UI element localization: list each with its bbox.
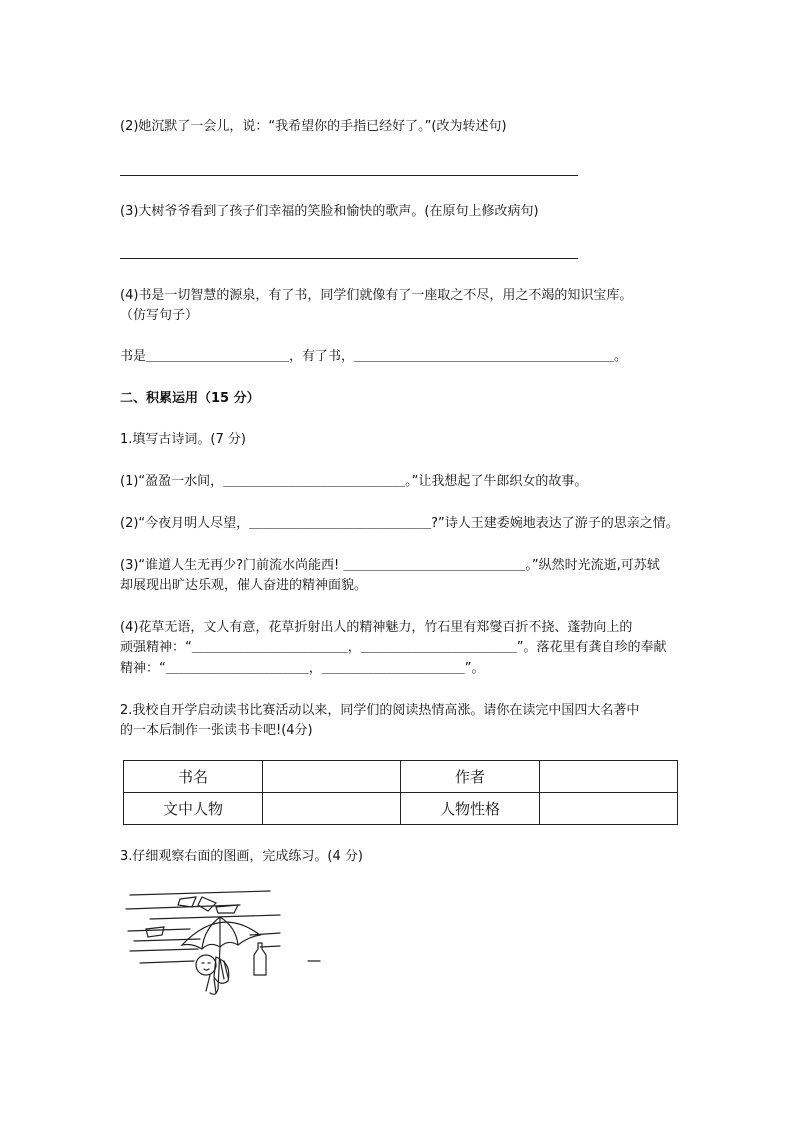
q4-fill-blank[interactable]: 书是＿＿＿＿＿＿＿＿＿＿＿，有了书，＿＿＿＿＿＿＿＿＿＿＿＿＿＿＿＿＿＿＿＿。 [120, 349, 628, 364]
author-label: 作者 [401, 761, 540, 793]
q4-text-line1: (4)书是一切智慧的源泉，有了书，同学们就像有了一座取之不尽，用之不竭的知识宝库。 [120, 288, 633, 303]
umbrella-wind-illustration [120, 885, 340, 1005]
character-label: 文中人物 [124, 793, 263, 825]
item1-poem-3-line2: 却展现出旷达乐观，催人奋进的精神面貌。 [120, 578, 368, 593]
item3-title: 3.仔细观察右面的图画，完成练习。(4 分) [120, 849, 363, 864]
q2-text: (2)她沉默了一会儿，说：“我希望你的手指已经好了。”(改为转述句) [120, 119, 507, 134]
item1-poem-4-line1: (4)花草无语，文人有意，花草折射出人的精神魅力，竹石里有郑燮百折不挠、蓬勃向上的 [120, 620, 633, 635]
item1-poem-1[interactable]: (1)“盈盈一水间，＿＿＿＿＿＿＿＿＿＿＿＿＿＿。”让我想起了牛郎织女的故事。 [120, 474, 588, 489]
q2-answer-line[interactable] [120, 175, 578, 176]
item1-poem-4-line3[interactable]: 精神：“＿＿＿＿＿＿＿＿＿＿＿，＿＿＿＿＿＿＿＿＿＿＿”。 [120, 661, 485, 676]
item1-title: 1.填写古诗词。(7 分) [120, 432, 246, 447]
table-row [124, 761, 678, 793]
item2-text-line1: 2.我校自开学启动读书比赛活动以来，同学们的阅读热情高涨。请你在读完中国四大名著中 [120, 703, 640, 718]
book-input-cell[interactable] [263, 761, 401, 793]
q3-answer-line[interactable] [120, 258, 578, 259]
book-label: 书名 [124, 761, 263, 793]
table-row [124, 793, 678, 825]
q3-text: (3)大树爷爷看到了孩子们幸福的笑脸和愉快的歌声。(在原句上修改病句) [120, 204, 539, 219]
personality-input-cell[interactable] [540, 793, 678, 825]
item1-poem-3-line1[interactable]: (3)“谁道人生无再少?门前流水尚能西! ＿＿＿＿＿＿＿＿＿＿＿＿＿＿。”纵然时光流逝,可苏轼 [120, 558, 660, 573]
item1-poem-2[interactable]: (2)“今夜月明人尽望，＿＿＿＿＿＿＿＿＿＿＿＿＿＿?”诗人王建委婉地表达了游子的思亲之情。 [120, 516, 679, 531]
section2-title: 二、积累运用（15 分） [120, 391, 260, 406]
item1-poem-4-line2[interactable]: 顽强精神：“＿＿＿＿＿＿＿＿＿＿＿＿，＿＿＿＿＿＿＿＿＿＿＿＿”。落花里有龚自珍的奉献 [120, 640, 667, 655]
personality-label: 人物性格 [401, 793, 540, 825]
author-input-cell[interactable] [540, 761, 678, 793]
item2-text-line2: 的一本后制作一张读书卡吧!(4分) [120, 723, 313, 738]
character-input-cell[interactable] [263, 793, 401, 825]
q4-text-line2: （仿写句子） [120, 308, 199, 323]
reading-card-table [123, 760, 678, 825]
